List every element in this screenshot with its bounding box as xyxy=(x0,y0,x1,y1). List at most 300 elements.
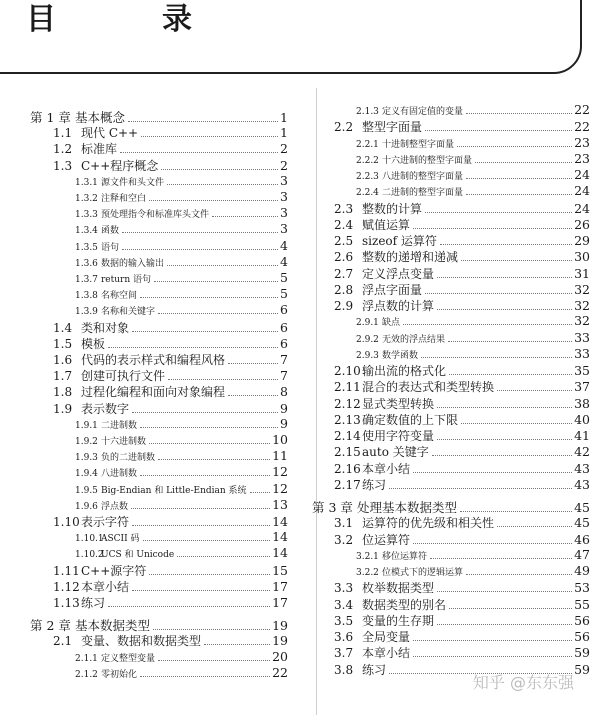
toc-page-number: 4 xyxy=(280,253,288,269)
toc-section-entry xyxy=(334,232,590,249)
toc-section-entry xyxy=(53,124,288,141)
toc-leader-dots xyxy=(437,277,572,278)
toc-leader-dots xyxy=(168,379,278,380)
toc-page-number: 32 xyxy=(574,313,590,329)
toc-subsection-entry xyxy=(356,102,590,117)
toc-title: 现代 C++ xyxy=(81,126,139,141)
toc-number: 2.9.3 xyxy=(356,350,379,361)
toc-title: 二进制数 xyxy=(101,420,138,431)
toc-leader-dots xyxy=(128,121,278,122)
toc-page-number: 42 xyxy=(574,444,590,460)
toc-number: 2.9.2 xyxy=(356,334,379,345)
toc-section-entry xyxy=(334,612,590,629)
toc-page-number: 14 xyxy=(272,514,288,529)
toc-subsection-entry xyxy=(75,432,288,447)
toc-page-number: 1 xyxy=(280,110,288,125)
toc-number: 2.1.1 xyxy=(75,653,98,664)
toc-subsection-entry xyxy=(356,167,590,182)
toc-title: 确定数值的上下限 xyxy=(362,412,459,427)
toc-title: 整型字面量 xyxy=(362,120,423,135)
toc-leader-dots xyxy=(460,511,572,512)
toc-title: 定义有固定值的变量 xyxy=(382,107,464,117)
toc-page-number: 3 xyxy=(280,221,288,237)
toc-leader-dots xyxy=(167,265,278,266)
toc-leader-dots xyxy=(466,178,572,179)
toc-leader-dots xyxy=(122,249,278,250)
toc-title: 负的二进制数 xyxy=(101,453,156,464)
toc-section-entry xyxy=(53,513,288,530)
toc-page-number: 49 xyxy=(574,563,590,578)
toc-subsection-entry xyxy=(356,547,590,562)
toc-leader-dots xyxy=(161,169,278,170)
toc-number: 1.10 xyxy=(53,515,80,529)
toc-page-number: 17 xyxy=(272,578,288,594)
toc-title: 混合的表达式和类型转换 xyxy=(362,380,495,395)
toc-page-number: 43 xyxy=(574,476,590,492)
toc-number: 1.1 xyxy=(53,126,73,141)
toc-number: 1.13 xyxy=(53,596,80,610)
toc-title: 源文件和头文件 xyxy=(101,177,165,188)
toc-number: 1.3.2 xyxy=(75,194,98,204)
toc-number: 3.7 xyxy=(334,646,354,661)
toc-leader-dots xyxy=(122,232,278,233)
toc-leader-dots xyxy=(141,136,278,137)
toc-page-number: 14 xyxy=(272,545,288,561)
toc-title: 缺点 xyxy=(382,318,401,329)
toc-subsection-entry xyxy=(75,173,288,188)
toc-title: 类和对象 xyxy=(81,320,130,335)
toc-number: 1.3.3 xyxy=(75,210,98,221)
toc-leader-dots xyxy=(413,640,572,641)
toc-section-entry xyxy=(53,140,288,157)
toc-section-entry xyxy=(53,335,288,352)
toc-page-number: 19 xyxy=(272,618,288,634)
toc-section-entry xyxy=(334,216,590,233)
toc-page-number: 29 xyxy=(574,233,590,248)
toc-leader-dots xyxy=(140,475,270,476)
toc-number: 1.4 xyxy=(53,320,73,335)
toc-page-number: 55 xyxy=(574,596,590,612)
toc-title: 创建可执行文件 xyxy=(81,369,166,384)
toc-leader-dots xyxy=(108,606,270,607)
toc-page-number: 46 xyxy=(574,531,590,547)
toc-page-number: 4 xyxy=(280,237,288,253)
toc-title: 语句 xyxy=(101,242,120,253)
toc-number: 1.8 xyxy=(53,385,73,400)
toc-title: 数据类型的别名 xyxy=(362,597,447,612)
toc-title: auto 关键字 xyxy=(362,445,429,460)
toc-subsection-entry xyxy=(75,481,288,496)
toc-title: 变量的生存期 xyxy=(362,613,435,628)
toc-title: 十六进制的整型字面量 xyxy=(382,155,473,166)
toc-number: 2.9 xyxy=(334,299,354,313)
toc-page-number: 6 xyxy=(280,335,288,351)
toc-number: 1.6 xyxy=(53,353,73,367)
toc-subsection-entry xyxy=(75,649,288,664)
toc-leader-dots xyxy=(149,574,270,575)
toc-title: 模板 xyxy=(81,336,106,351)
toc-page-number: 56 xyxy=(574,629,590,644)
toc-page-number: 8 xyxy=(280,384,288,400)
toc-title: 十进制整型字面量 xyxy=(382,139,455,150)
toc-section-entry xyxy=(53,367,288,384)
toc-leader-dots xyxy=(437,439,572,440)
toc-number: 2.2.4 xyxy=(356,188,379,199)
toc-title: 注释和空白 xyxy=(101,194,147,204)
toc-title: 使用字符变量 xyxy=(362,429,435,443)
toc-subsection-entry xyxy=(75,464,288,479)
toc-title: 代码的表示样式和编程风格 xyxy=(81,353,226,367)
toc-leader-dots xyxy=(158,459,270,460)
toc-number: 1.10.1 xyxy=(75,534,104,545)
toc-subsection-entry xyxy=(75,497,288,512)
toc-section-entry xyxy=(334,460,590,477)
toc-section-entry xyxy=(53,157,288,174)
toc-title: return 语句 xyxy=(101,275,152,285)
toc-page-number: 53 xyxy=(574,580,590,596)
toc-number: 1.9.1 xyxy=(75,420,98,431)
toc-page-number: 24 xyxy=(574,200,590,216)
toc-title: 显式类型转换 xyxy=(362,396,435,411)
toc-number: 1.3 xyxy=(53,158,73,173)
toc-leader-dots xyxy=(437,407,572,408)
toc-page-number: 20 xyxy=(272,648,288,664)
toc-title: 名称空间 xyxy=(101,291,138,302)
toc-page-number: 24 xyxy=(574,183,590,199)
toc-number: 2.2.2 xyxy=(356,155,379,166)
toc-page-number: 35 xyxy=(574,363,590,378)
toc-leader-dots xyxy=(140,297,278,298)
toc-title: 练习 xyxy=(362,662,387,677)
toc-page-number: 45 xyxy=(574,515,590,531)
toc-page-number: 22 xyxy=(574,119,590,135)
toc-number: 2.10 xyxy=(334,364,361,378)
toc-page-number: 7 xyxy=(280,368,288,384)
toc-page-number: 32 xyxy=(574,298,590,313)
toc-number: 2.17 xyxy=(334,477,361,492)
toc-section-entry xyxy=(334,248,590,265)
toc-leader-dots xyxy=(448,341,572,342)
toc-leader-dots xyxy=(413,472,572,473)
toc-leader-dots xyxy=(132,590,270,591)
toc-page-number: 11 xyxy=(272,448,288,464)
toc-number: 1.9.2 xyxy=(75,437,98,447)
toc-number: 1.5 xyxy=(53,336,73,351)
toc-leader-dots xyxy=(158,313,278,314)
toc-page-number: 30 xyxy=(574,249,590,265)
toc-page-number: 12 xyxy=(272,480,288,496)
column-divider xyxy=(316,88,317,715)
toc-number: 1.9.5 xyxy=(75,485,98,496)
toc-page-number: 33 xyxy=(574,345,590,361)
toc-title: 整数的计算 xyxy=(362,201,423,216)
toc-page-number: 9 xyxy=(280,415,288,431)
toc-title: 十六进制数 xyxy=(101,437,147,447)
toc-leader-dots xyxy=(132,525,270,526)
toc-leader-dots xyxy=(153,629,270,630)
toc-leader-dots xyxy=(204,644,270,645)
toc-title: 表示字符 xyxy=(81,515,130,529)
toc-title: 处理基本数据类型 xyxy=(357,500,458,515)
toc-number: 2.9.1 xyxy=(356,318,379,329)
toc-section-entry xyxy=(334,362,590,379)
toc-section-entry xyxy=(53,400,288,417)
toc-title: 零初始化 xyxy=(101,669,138,680)
toc-title: 数学函数 xyxy=(382,350,419,361)
toc-leader-dots xyxy=(228,363,278,364)
toc-number: 第 2 章 xyxy=(30,618,71,634)
toc-title: 位模式下的逻辑运算 xyxy=(382,568,464,578)
toc-leader-dots xyxy=(437,624,572,625)
toc-subsection-entry xyxy=(75,238,288,253)
toc-page-number: 43 xyxy=(574,460,590,476)
toc-page-number: 40 xyxy=(574,411,590,427)
toc-leader-dots xyxy=(461,423,572,424)
toc-leader-dots xyxy=(212,216,278,217)
toc-page-number: 38 xyxy=(574,395,590,411)
toc-section-entry xyxy=(334,297,590,314)
toc-leader-dots xyxy=(466,194,572,195)
toc-subsection-entry xyxy=(75,665,288,680)
toc-title: 无效的浮点结果 xyxy=(382,334,446,345)
toc-section-entry xyxy=(334,411,590,428)
toc-title: 本章小结 xyxy=(362,646,411,661)
toc-number: 2.11 xyxy=(334,380,361,395)
toc-title: 定义整型变量 xyxy=(101,653,156,664)
toc-leader-dots xyxy=(413,543,572,544)
toc-leader-dots xyxy=(475,162,572,163)
toc-leader-dots xyxy=(430,558,572,559)
toc-subsection-entry xyxy=(75,302,288,317)
toc-number: 1.7 xyxy=(53,369,73,384)
toc-number: 3.6 xyxy=(334,630,354,644)
toc-page-number: 59 xyxy=(574,645,590,661)
toc-title: 本章小结 xyxy=(362,461,411,476)
toc-section-entry xyxy=(334,579,590,596)
toc-subsection-entry xyxy=(75,189,288,204)
toc-page-number: 2 xyxy=(280,157,288,173)
toc-title: 表示数字 xyxy=(81,401,130,416)
toc-leader-dots xyxy=(158,660,270,661)
toc-leader-dots xyxy=(167,184,278,185)
toc-title: 基本数据类型 xyxy=(75,618,151,634)
toc-title: 练习 xyxy=(81,596,106,610)
toc-subsection-entry xyxy=(75,416,288,431)
toc-section-entry xyxy=(334,427,590,444)
toc-number: 3.1 xyxy=(334,516,354,531)
toc-leader-dots xyxy=(140,427,278,428)
toc-leader-dots xyxy=(437,309,572,310)
toc-title: Big-Endian 和 Little-Endian 系统 xyxy=(101,485,247,496)
toc-leader-dots xyxy=(108,347,278,348)
toc-leader-dots xyxy=(497,526,572,527)
toc-leader-dots xyxy=(132,412,278,413)
toc-leader-dots xyxy=(131,508,270,509)
toc-number: 3.2.1 xyxy=(356,551,379,562)
toc-section-entry xyxy=(334,596,590,613)
toc-section-entry xyxy=(53,562,288,579)
toc-title: 运算符的优先级和相关性 xyxy=(362,516,495,531)
toc-section-entry xyxy=(53,319,288,336)
toc-title: 浮点数 xyxy=(101,501,129,512)
toc-number: 1.9 xyxy=(53,401,73,416)
toc-number: 1.3.6 xyxy=(75,258,98,269)
toc-page-number: 31 xyxy=(574,265,590,281)
toc-page-number: 10 xyxy=(272,432,288,447)
toc-title: 基本概念 xyxy=(75,110,126,125)
toc-page-number: 14 xyxy=(272,529,288,545)
toc-subsection-entry xyxy=(356,313,590,328)
toc-leader-dots xyxy=(425,212,572,213)
toc-page-number: 26 xyxy=(574,216,590,232)
toc-page-number: 22 xyxy=(574,102,590,117)
toc-page-number: 6 xyxy=(280,302,288,318)
toc-number: 2.1.2 xyxy=(75,669,98,680)
toc-number: 3.3 xyxy=(334,581,354,596)
toc-leader-dots xyxy=(432,455,572,456)
toc-title: 移位运算符 xyxy=(382,551,428,562)
toc-page-number: 56 xyxy=(574,612,590,628)
toc-title: sizeof 运算符 xyxy=(362,234,437,248)
toc-title: 八进制数 xyxy=(101,469,138,480)
toc-number: 3.4 xyxy=(334,597,354,612)
toc-page-number: 3 xyxy=(280,189,288,204)
toc-page-number: 9 xyxy=(280,400,288,416)
toc-section-entry xyxy=(334,265,590,282)
toc-section-entry xyxy=(334,118,590,135)
toc-number: 3.2 xyxy=(334,532,354,547)
toc-number: 2.3 xyxy=(334,201,354,216)
toc-title: 本章小结 xyxy=(81,579,130,594)
toc-leader-dots xyxy=(413,656,572,657)
toc-page-number: 1 xyxy=(280,125,288,141)
toc-page-number: 7 xyxy=(280,352,288,367)
toc-title: 名称和关键字 xyxy=(101,307,156,318)
toc-section-entry xyxy=(53,578,288,595)
toc-title: 数据的输入输出 xyxy=(101,258,165,269)
toc-page-number: 19 xyxy=(272,633,288,649)
toc-page-number: 59 xyxy=(574,661,590,677)
toc-number: 1.11 xyxy=(53,563,80,578)
toc-section-entry xyxy=(334,395,590,412)
toc-page-number: 15 xyxy=(272,562,288,578)
toc-number: 1.3.7 xyxy=(75,275,98,285)
toc-subsection-entry xyxy=(356,563,590,578)
toc-section-entry xyxy=(334,531,590,548)
toc-section-entry xyxy=(334,443,590,460)
toc-number: 2.7 xyxy=(334,266,354,281)
toc-subsection-entry xyxy=(356,183,590,198)
toc-leader-dots xyxy=(413,228,572,229)
toc-page-number: 17 xyxy=(272,595,288,610)
toc-leader-dots xyxy=(177,556,270,557)
toc-section-entry xyxy=(53,383,288,400)
toc-leader-dots xyxy=(440,244,572,245)
toc-number: 1.9.3 xyxy=(75,453,98,464)
toc-page-number: 23 xyxy=(574,134,590,150)
toc-number: 2.6 xyxy=(334,250,354,265)
toc-number: 3.8 xyxy=(334,662,354,677)
toc-section-entry xyxy=(334,281,590,298)
toc-number: 1.2 xyxy=(53,142,73,157)
page-title: 目 录 xyxy=(26,2,230,37)
toc-section-entry xyxy=(53,351,288,368)
toc-leader-dots xyxy=(140,676,270,677)
toc-number: 1.3.4 xyxy=(75,226,98,237)
toc-subsection-entry xyxy=(356,330,590,345)
toc-title: 预处理指令和标准库头文件 xyxy=(101,210,210,221)
toc-leader-dots xyxy=(154,281,278,282)
toc-title: 全局变量 xyxy=(362,630,411,644)
toc-number: 1.3.5 xyxy=(75,242,98,253)
toc-title: ASCII 码 xyxy=(101,534,140,545)
toc-title: 枚举数据类型 xyxy=(362,581,435,596)
toc-section-entry xyxy=(334,514,590,531)
toc-title: 定义浮点变量 xyxy=(362,266,435,281)
toc-page-number: 41 xyxy=(574,428,590,443)
toc-subsection-entry xyxy=(356,346,590,361)
toc-number: 第 3 章 xyxy=(312,500,353,515)
toc-number: 1.9.4 xyxy=(75,469,98,480)
toc-leader-dots xyxy=(457,146,572,147)
toc-page-number: 13 xyxy=(272,496,288,512)
toc-leader-dots xyxy=(466,574,572,575)
toc-number: 第 1 章 xyxy=(30,110,71,125)
toc-number: 1.3.8 xyxy=(75,291,98,302)
toc-title: 位运算符 xyxy=(362,532,411,547)
page-header xyxy=(0,0,582,74)
toc-title: 赋值运算 xyxy=(362,217,411,232)
toc-number: 3.2.2 xyxy=(356,568,379,578)
toc-number: 2.16 xyxy=(334,461,361,476)
toc-title: 过程化编程和面向对象编程 xyxy=(81,385,226,400)
toc-title: 八进制的整型字面量 xyxy=(382,172,464,182)
toc-section-entry xyxy=(334,628,590,645)
toc-subsection-entry xyxy=(75,221,288,236)
toc-section-entry xyxy=(334,200,590,217)
toc-number: 2.5 xyxy=(334,234,354,248)
toc-page-number: 24 xyxy=(574,167,590,182)
toc-leader-dots xyxy=(421,357,572,358)
toc-leader-dots xyxy=(466,113,572,114)
toc-page-number: 5 xyxy=(280,286,288,302)
toc-subsection-entry xyxy=(75,545,288,560)
toc-number: 1.3.1 xyxy=(75,177,98,188)
toc-page-number: 12 xyxy=(272,464,288,480)
toc-number: 2.2.3 xyxy=(356,172,379,182)
toc-leader-dots xyxy=(149,200,278,201)
toc-subsection-entry xyxy=(356,151,590,166)
toc-number: 1.12 xyxy=(53,579,80,594)
toc-page-number: 6 xyxy=(280,319,288,335)
toc-title: 变量、数据和数据类型 xyxy=(81,634,202,649)
toc-number: 2.1.3 xyxy=(356,107,379,117)
toc-page-number: 33 xyxy=(574,329,590,345)
toc-title: 标准库 xyxy=(81,142,118,157)
toc-leader-dots xyxy=(149,443,270,444)
toc-number: 3.5 xyxy=(334,613,354,628)
toc-subsection-entry xyxy=(75,205,288,220)
toc-title: C++源字符 xyxy=(81,563,147,578)
toc-number: 1.10.2 xyxy=(75,550,104,561)
toc-title: 浮点字面量 xyxy=(362,282,423,297)
toc-number: 2.8 xyxy=(334,282,354,297)
toc-title: 浮点数的计算 xyxy=(362,299,435,313)
toc-leader-dots xyxy=(425,130,572,131)
toc-leader-dots xyxy=(497,390,572,391)
toc-page-number: 3 xyxy=(280,205,288,221)
toc-leader-dots xyxy=(425,293,572,294)
